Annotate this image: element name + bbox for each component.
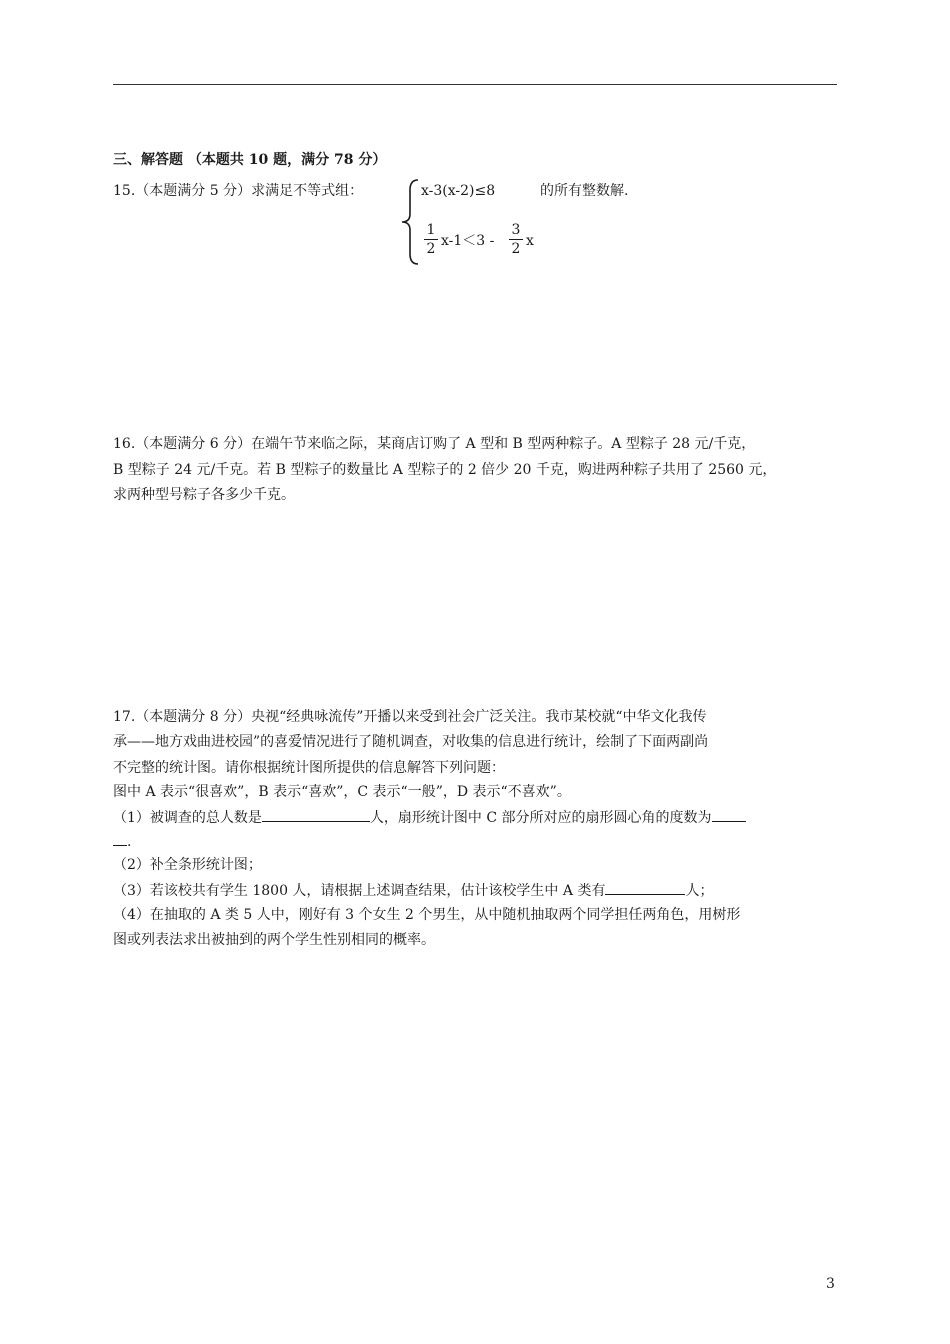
q15-fraction-2	[509, 222, 523, 257]
q17-part-1-cont	[113, 831, 131, 852]
q16-line-1: 16.（本题满分 6 分）在端午节来临之际，某商店订购了 A 型和 B 型两种粽子。A 型粽子 28 元/千克，	[113, 436, 756, 452]
fraction-denominator: 2	[511, 241, 521, 257]
q17-part-1	[113, 807, 746, 828]
fraction-denominator: 2	[426, 241, 436, 257]
q17-line-2: 承——地方戏曲进校园”的喜爱情况进行了随机调查，对收集的信息进行统计，绘制了下面两副尚	[113, 734, 709, 750]
fraction-numerator: 1	[426, 222, 436, 238]
left-brace-icon	[398, 178, 422, 266]
q17-part-1-text-b: 人，扇形统计图中 C 部分所对应的扇形圆心角的度数为	[369, 810, 712, 826]
answer-blank-a-count[interactable]	[605, 880, 685, 895]
q15-inequality-2-end: x	[526, 233, 534, 249]
q17-part-1-text-c: .	[127, 834, 132, 850]
answer-blank-angle[interactable]	[712, 807, 746, 822]
section-heading: 三、解答题 （本题共 10 题，满分 78 分）	[113, 152, 387, 168]
page-number: 3	[826, 1276, 835, 1292]
answer-blank-angle-cont[interactable]	[113, 831, 127, 846]
q15-inequality-2-mid: x-1＜3 -	[441, 233, 495, 249]
q17-part-2: （2）补全条形统计图；	[113, 857, 262, 873]
q17-part-3-text-b: 人；	[685, 883, 714, 899]
q17-line-1: 17.（本题满分 8 分）央视“经典咏流传”开播以来受到社会广泛关注。我市某校就“中华文化我传	[113, 709, 707, 725]
q15-fraction-1	[424, 222, 438, 257]
q15-suffix: 的所有整数解.	[540, 183, 629, 199]
q17-part-3	[113, 880, 713, 901]
header-rule	[113, 84, 837, 85]
q17-part-1-text-a: （1）被调查的总人数是	[113, 810, 262, 826]
q17-line-4: 图中 A 表示“很喜欢”，B 表示“喜欢”，C 表示“一般”，D 表示“不喜欢”。	[113, 784, 571, 800]
fraction-numerator: 3	[511, 222, 521, 238]
q15-inequality-1: x-3(x-2)≤8	[421, 183, 496, 199]
q17-line-3: 不完整的统计图。请你根据统计图所提供的信息解答下列问题：	[113, 760, 505, 776]
q17-part-4-line-2: 图或列表法求出被抽到的两个学生性别相同的概率。	[113, 932, 435, 948]
q17-part-3-text-a: （3）若该校共有学生 1800 人，请根据上述调查结果，估计该校学生中 A 类有	[113, 883, 606, 899]
q16-line-3: 求两种型号粽子各多少千克。	[113, 487, 295, 503]
q16-line-2: B 型粽子 24 元/千克。若 B 型粽子的数量比 A 型粽子的 2 倍少 20 千克，购进两种粽子共用了 2560 元，	[113, 462, 777, 478]
answer-blank-total[interactable]	[262, 807, 370, 822]
q17-part-4-line-1: （4）在抽取的 A 类 5 人中，刚好有 3 个女生 2 个男生，从中随机抽取两个同学担任两角色，用树形	[113, 907, 741, 923]
q15-prefix: 15.（本题满分 5 分）求满足不等式组：	[113, 183, 364, 199]
